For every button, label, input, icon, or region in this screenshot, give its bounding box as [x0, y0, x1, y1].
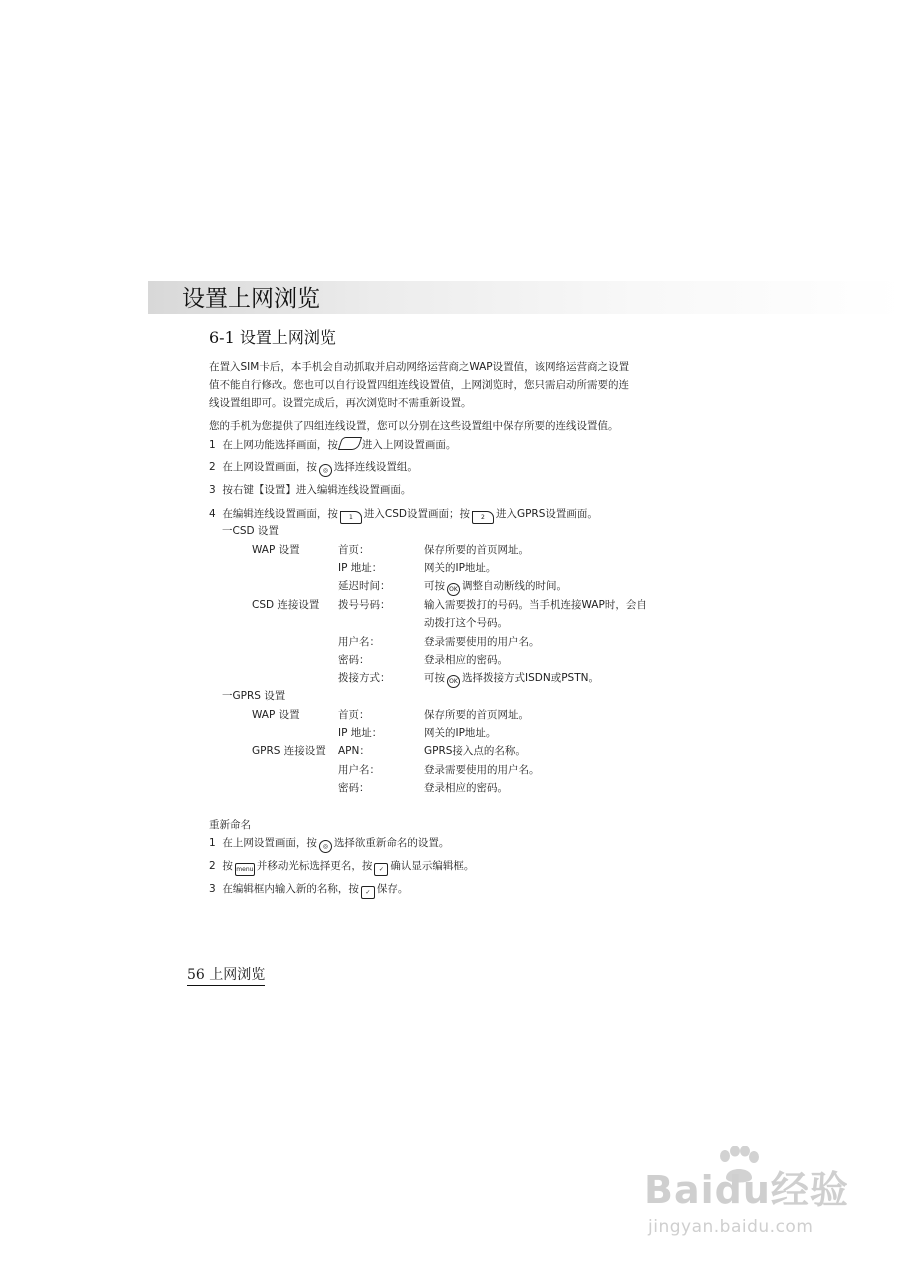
gprs-label: IP 地址： — [338, 727, 383, 739]
csd-label: 密码： — [338, 654, 370, 666]
key-1-icon: 1 — [340, 511, 362, 524]
confirm-key-icon: ✓ — [361, 886, 375, 899]
step-text: 进入GPRS设置画面。 — [495, 508, 598, 520]
step-2 — [209, 460, 418, 477]
baidu-watermark — [644, 1146, 864, 1242]
step-text: 并移动光标选择更名，按 — [256, 860, 373, 872]
key-2-icon: 2 — [472, 511, 494, 524]
nav-key-icon: ◎ — [319, 464, 332, 477]
gprs-heading: 一GPRS 设置 — [222, 690, 286, 702]
ok-key-icon: OK — [447, 675, 460, 688]
step-4 — [209, 507, 598, 524]
csd-label: 用户名： — [338, 636, 380, 648]
step-text: 保存。 — [376, 883, 409, 895]
csd-desc: 保存所要的首页网址。 — [424, 544, 529, 556]
step-number: 1 — [209, 837, 216, 849]
desc-text: 可按 — [424, 580, 445, 592]
rename-step-1 — [209, 836, 449, 853]
csd-heading: 一CSD 设置 — [222, 525, 279, 537]
step-text: 确认显示编辑框。 — [390, 860, 475, 872]
step-1 — [209, 437, 456, 452]
pen-key-icon — [338, 437, 362, 450]
csd-wap-group: WAP 设置 — [252, 544, 300, 556]
nav-key-icon: ◎ — [319, 840, 332, 853]
gprs-label: 密码： — [338, 782, 370, 794]
csd-desc: 输入需要拨打的号码。当手机连接WAP时，会自 — [424, 599, 647, 611]
csd-label: IP 地址： — [338, 562, 383, 574]
ok-key-icon: OK — [447, 583, 460, 596]
confirm-key-icon: ✓ — [374, 863, 388, 876]
csd-label: 延迟时间： — [338, 580, 391, 592]
csd-label: 拨号号码： — [338, 599, 391, 611]
gprs-wap-group: WAP 设置 — [252, 709, 300, 721]
step-number: 3 — [209, 883, 216, 895]
section-title: 6-1 设置上网浏览 — [209, 328, 336, 347]
csd-desc — [424, 579, 567, 596]
desc-text: 选择拨接方式ISDN或PSTN。 — [462, 672, 599, 684]
step-text: 进入CSD设置画面；按 — [363, 508, 470, 520]
csd-desc: 登录相应的密码。 — [424, 654, 508, 666]
step-number: 3 — [209, 484, 216, 496]
rename-step-2 — [209, 859, 474, 876]
intro-line-1: 在置入SIM卡后，本手机会自动抓取并启动网络运营商之WAP设置值，该网络运营商之设置 — [209, 361, 630, 373]
gprs-conn-group: GPRS 连接设置 — [252, 745, 326, 757]
gprs-label: 首页： — [338, 709, 370, 721]
step-number: 1 — [209, 439, 216, 451]
watermark-logo: Baidu经验 — [644, 1168, 849, 1212]
intro-line-4: 您的手机为您提供了四组连线设置，您可以分别在这些设置组中保存所要的连线设置值。 — [209, 420, 619, 432]
gprs-desc: GPRS接入点的名称。 — [424, 745, 526, 757]
csd-label: 首页： — [338, 544, 370, 556]
gprs-desc: 保存所要的首页网址。 — [424, 709, 529, 721]
step-text: 在编辑连线设置画面，按 — [222, 508, 338, 520]
csd-desc: 登录需要使用的用户名。 — [424, 636, 540, 648]
step-3 — [209, 483, 411, 497]
gprs-label: 用户名： — [338, 764, 380, 776]
step-text: 在编辑框内输入新的名称，按 — [222, 883, 359, 895]
intro-line-3: 线设置组即可。设置完成后，再次浏览时不需重新设置。 — [209, 397, 472, 409]
step-text: 选择连线设置组。 — [333, 461, 418, 473]
csd-conn-group: CSD 连接设置 — [252, 599, 320, 611]
gprs-desc: 网关的IP地址。 — [424, 727, 497, 739]
step-text: 在上网设置画面，按 — [222, 837, 317, 849]
intro-line-2: 值不能自行修改。您也可以自行设置四组连线设置值，上网浏览时，您只需启动所需要的连 — [209, 379, 629, 391]
gprs-label: APN： — [338, 745, 370, 757]
desc-text: 调整自动断线的时间。 — [462, 580, 567, 592]
step-number: 2 — [209, 860, 216, 872]
step-text: 按右键【设置】进入编辑连线设置画面。 — [222, 484, 412, 496]
step-text: 在上网设置画面，按 — [222, 461, 317, 473]
csd-desc: 网关的IP地址。 — [424, 562, 497, 574]
rename-step-3 — [209, 882, 408, 899]
csd-desc-cont: 动拨打这个号码。 — [424, 617, 508, 629]
menu-key-icon: menu — [235, 863, 255, 876]
page-footer: 56 上网浏览 — [187, 966, 265, 986]
gprs-desc: 登录需要使用的用户名。 — [424, 764, 540, 776]
chapter-title: 设置上网浏览 — [182, 286, 320, 312]
desc-text: 可按 — [424, 672, 445, 684]
watermark-url: jingyan.baidu.com — [648, 1217, 814, 1237]
step-text: 按 — [222, 860, 233, 872]
rename-title: 重新命名 — [209, 819, 251, 831]
gprs-desc: 登录相应的密码。 — [424, 782, 508, 794]
step-text: 在上网功能选择画面，按 — [222, 439, 338, 451]
step-number: 4 — [209, 508, 216, 520]
step-text: 进入上网设置画面。 — [361, 439, 457, 451]
csd-desc — [424, 671, 599, 688]
csd-label: 拨接方式： — [338, 672, 391, 684]
step-text: 选择欲重新命名的设置。 — [333, 837, 450, 849]
step-number: 2 — [209, 461, 216, 473]
